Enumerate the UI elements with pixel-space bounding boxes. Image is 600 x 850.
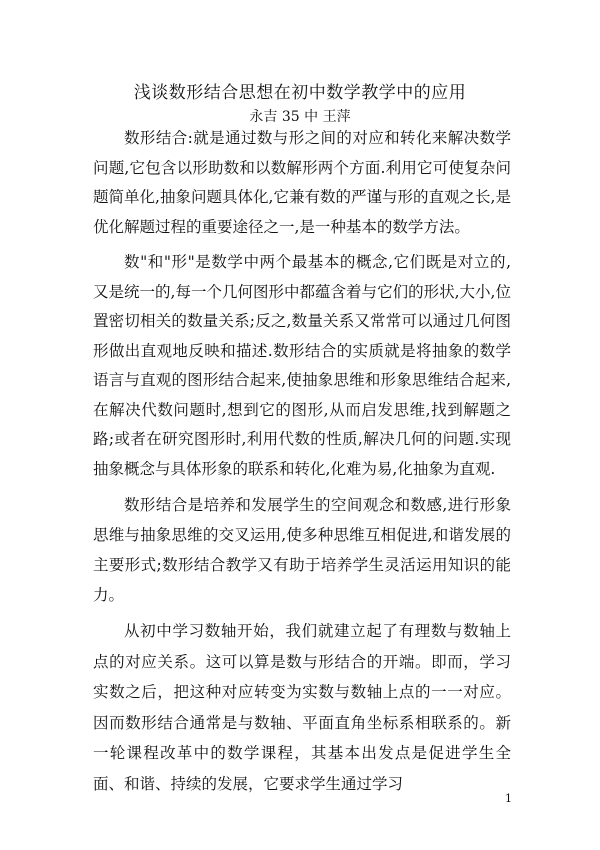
paragraph-cultivation: 数形结合是培养和发展学生的空间观念和数感,进行形象思维与抽象思维的交叉运用,使多种思维互相促进,和谐发展的主要形式;数形结合教学又有助于培养学生灵活运用知识的能力。: [93, 496, 511, 604]
document-title: 浅谈数形结合思想在初中数学教学中的应用: [133, 83, 467, 103]
document-body: [93, 124, 511, 799]
page-number: 1: [505, 792, 512, 805]
paragraph-concepts: 数"和"形"是数学中两个最基本的概念,它们既是对立的,又是统一的,每一个几何图形中都蕴含着与它们的形状,大小,位置密切相关的数量关系;反之,数量关系又常常可以通过几何图形做出直观地反映和描述.数形结合的实质就是将抽象的数学语言与直观的图形结合起来,使抽象思维和形象思维结合起来,在解决代数问题时,想到它的图形,从而启发思维,找到解题之路;或者在研究图形时,利用代数的性质,解决几何的问题.实现抽象概念与具体形象的联系和转化,化难为易,化抽象为直观.: [93, 253, 511, 478]
author-line: 永吉 35 中 王萍: [249, 109, 351, 125]
paragraph-definition: 数形结合:就是通过数与形之间的对应和转化来解决数学问题,它包含以形助数和以数解形两个方面.利用它可使复杂问题简单化,抽象问题具体化,它兼有数的严谨与形的直观之长,是优化解题过程的重要途径之一,是一种基本的数学方法。: [93, 129, 511, 236]
paragraph-number-line: 从初中学习数轴开始，我们就建立起了有理数与数轴上点的对应关系。这可以算是数与形结合的开端。即而，学习实数之后，把这种对应转变为实数与数轴上点的一一对应。因而数形结合通常是与数轴、平面直角坐标系相联系的。新一轮课程改革中的数学课程，其基本出发点是促进学生全面、和谐、持续的发展，它要求学生通过学习: [93, 622, 511, 793]
